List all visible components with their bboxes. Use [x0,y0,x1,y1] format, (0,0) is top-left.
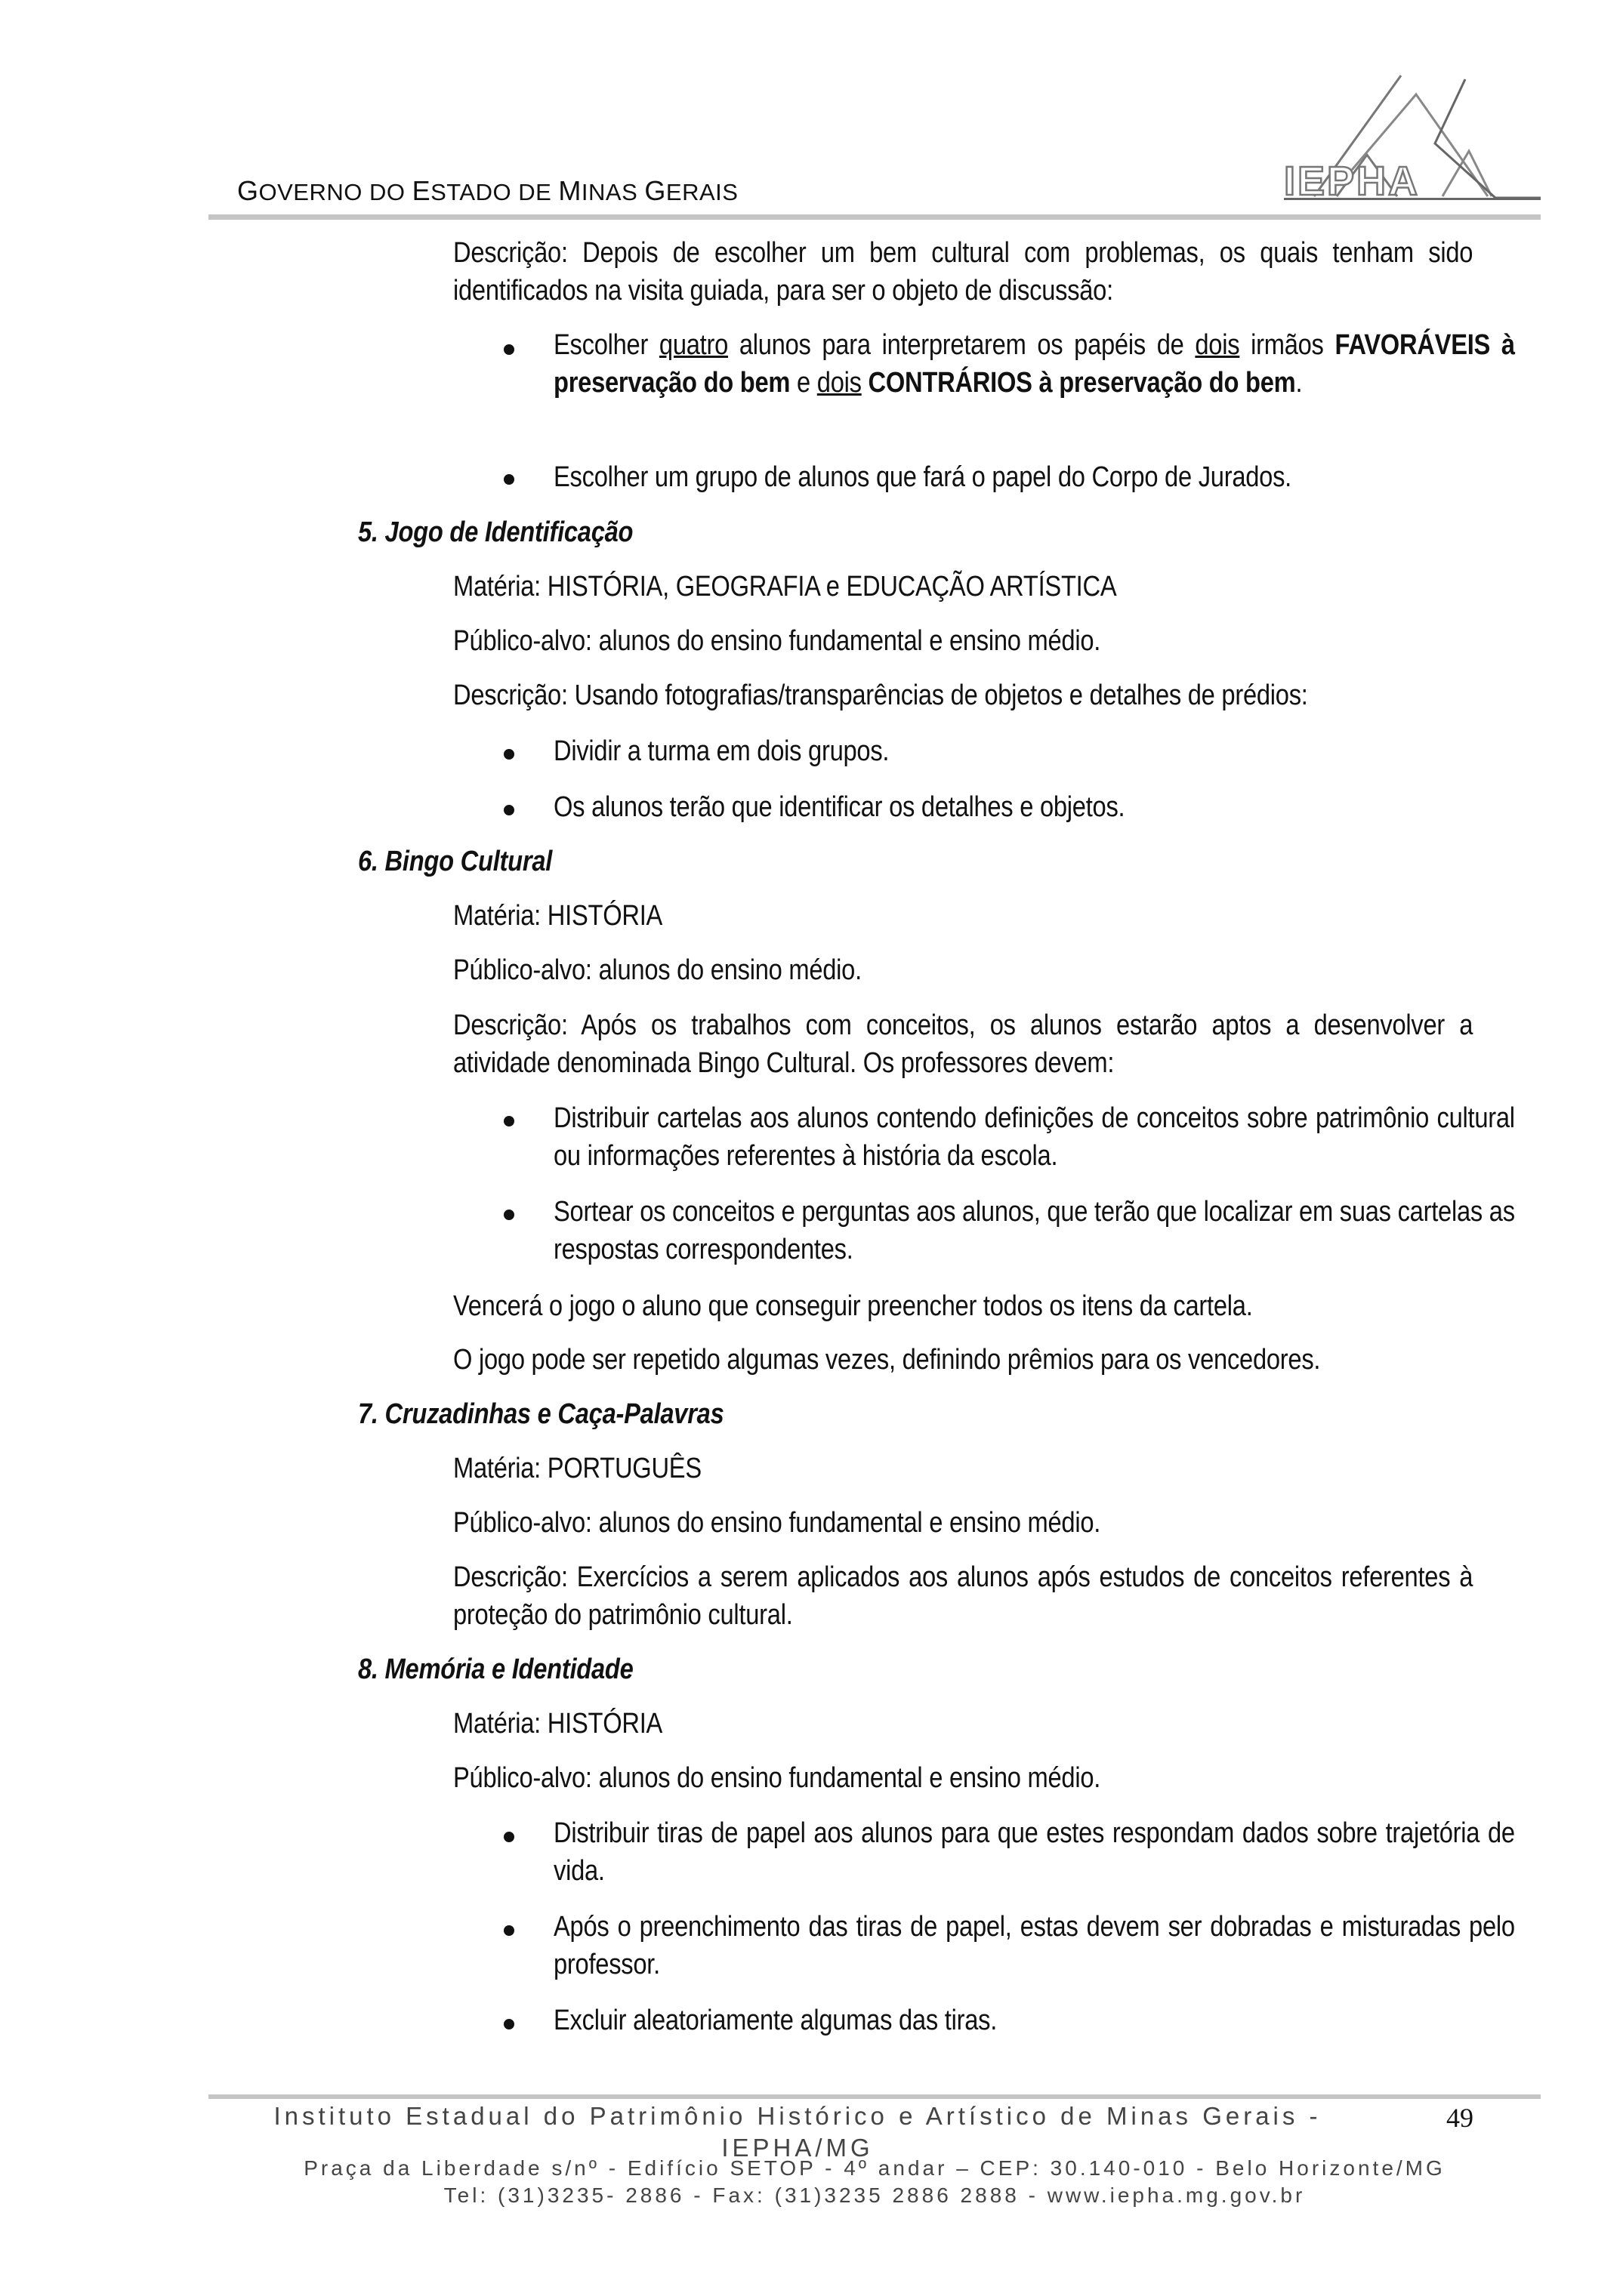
section-8-bullet-3: Excluir aleatoriamente algumas das tiras. [554,2005,998,2036]
header-title-part: M [558,175,582,206]
text-run: . [1295,367,1303,399]
bullet-icon [504,1832,514,1842]
section-5-description: Descrição: Usando fotografias/transparências de objetos e detalhes de prédios: [453,680,1308,711]
intro-bullet-2: Escolher um grupo de alunos que fará o papel do Corpo de Jurados. [554,461,1291,493]
bullet-icon [504,474,514,485]
section-5-materia: Matéria: HISTÓRIA, GEOGRAFIA e EDUCAÇÃO ARTÍSTICA [453,571,1117,603]
section-6-description: Descrição: Após os trabalhos com conceitos, os alunos estarão aptos a desenvolver a atividade denominada Bingo Cultural. Os professores devem: [453,1009,1473,1079]
section-7-materia: Matéria: PORTUGUÊS [453,1453,702,1484]
header-rule [208,214,1541,220]
footer-rule [208,2094,1541,2099]
section-6-paragraph-2: O jogo pode ser repetido algumas vezes, definindo prêmios para os vencedores. [453,1344,1321,1376]
underlined-text: quatro [659,329,729,361]
text-run: alunos para interpretarem os papéis de [728,329,1196,361]
section-8-bullet-2: Após o preenchimento das tiras de papel, estas devem ser dobradas e misturadas pelo professor. [554,1911,1515,1980]
section-7-publico: Público-alvo: alunos do ensino fundamental e ensino médio. [453,1507,1101,1539]
text-run: Escolher [554,329,659,361]
footer-contact: Tel: (31)3235- 2886 - Fax: (31)3235 2886 2888 - www.iepha.mg.gov.br [443,2184,1306,2207]
underlined-text: dois [816,367,862,399]
underlined-text: dois [1195,329,1240,361]
section-6-publico: Público-alvo: alunos do ensino médio. [453,954,862,986]
section-5-bullet-2: Os alunos terão que identificar os detalhes e objetos. [554,791,1125,823]
header-title-part: STADO DE [430,179,559,205]
section-5-publico: Público-alvo: alunos do ensino fundamental e ensino médio. [453,625,1101,657]
header-title-part: E [412,175,431,206]
footer-institute: Instituto Estadual do Patrimônio Histórico e Artístico de Minas Gerais - IEPHA/MG [273,2102,1322,2162]
section-7-description: Descrição: Exercícios a serem aplicados aos alunos após estudos de conceitos referentes à proteção do patrimônio cultural. [453,1561,1473,1631]
section-6-heading: 6. Bingo Cultural [358,846,553,877]
logo-text: IEPHA [1284,159,1421,204]
intro-description: Descrição: Depois de escolher um bem cultural com problemas, os quais tenham sido identificados na visita guiada, para ser o objeto de discussão: [453,237,1473,307]
header-title-part: G [644,175,666,206]
section-6-materia: Matéria: HISTÓRIA [453,900,663,932]
header-title-part: OVERNO DO [258,179,412,205]
section-6-bullet-1: Distribuir cartelas aos alunos contendo definições de conceitos sobre patrimônio cultural ou informações referentes à história da escola. [554,1102,1515,1172]
bullet-icon [504,805,514,815]
bold-text: FAVORÁVEIS à preservação do bem [554,329,1515,399]
text-run: irmãos [1239,329,1335,361]
bullet-icon [504,2019,514,2029]
header-title-part: G [237,175,259,206]
bullet-icon [504,344,514,355]
text-run: e [790,367,817,399]
text-run [862,367,869,399]
header-title-part: ERAIS [665,179,739,205]
intro-bullet-1 [554,326,1515,402]
bullet-icon [504,1116,514,1126]
section-8-bullet-1: Distribuir tiras de papel aos alunos para que estes respondam dados sobre trajetória de vida. [554,1817,1515,1887]
header-title [237,175,738,207]
section-8-materia: Matéria: HISTÓRIA [453,1708,663,1740]
page-number: 49 [1446,2103,1473,2133]
section-7-heading: 7. Cruzadinhas e Caça-Palavras [358,1398,724,1430]
section-8-publico: Público-alvo: alunos do ensino fundamental e ensino médio. [453,1762,1101,1794]
bullet-icon [504,749,514,760]
section-6-paragraph-1: Vencerá o jogo o aluno que conseguir preencher todos os itens da cartela. [453,1290,1253,1322]
bullet-icon [504,1925,514,1936]
section-8-heading: 8. Memória e Identidade [358,1653,634,1685]
section-5-heading: 5. Jogo de Identificação [358,516,634,548]
bullet-icon [504,1210,514,1220]
footer-address: Praça da Liberdade s/nº - Edifício SETOP - 4º andar – CEP: 30.140-010 - Belo Horizonte/MG [304,2156,1446,2180]
header-title-part: INAS [581,179,645,205]
section-5-bullet-1: Dividir a turma em dois grupos. [554,735,890,767]
iepha-logo [1284,60,1541,211]
bold-text: CONTRÁRIOS à preservação do bem [868,367,1296,399]
section-6-bullet-2: Sortear os conceitos e perguntas aos alunos, que terão que localizar em suas cartelas as respostas correspondentes. [554,1196,1515,1265]
